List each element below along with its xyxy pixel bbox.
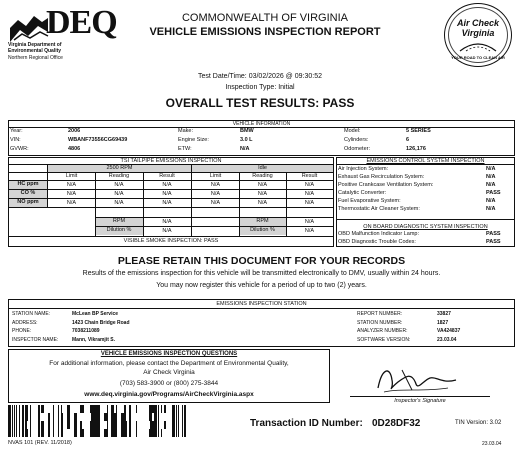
report-title [120, 12, 410, 39]
hc-reading-2500: N/A [114, 182, 124, 188]
transaction-id-value: 0D28DF32 [372, 418, 421, 429]
no-result-idle: N/A [304, 200, 315, 206]
row-label-hc: HC ppm [9, 181, 47, 189]
vehicle-info-title: VEHICLE INFORMATION [232, 121, 291, 127]
year-value: 2006 [68, 128, 81, 134]
vehicle-gvwr [10, 146, 81, 153]
col-limit-1: Limit [65, 173, 78, 179]
questions-phone: (703) 583-3900 or (800) 275-3844 [119, 380, 219, 387]
vin-value: WBANF73556CG69439 [68, 137, 128, 143]
seal-bottom-text: YOUR ROAD TO CLEAN AIR [451, 55, 505, 60]
dilution-value-2500: N/A [162, 228, 172, 234]
cylinders-value: 6 [406, 137, 410, 143]
model-value: 5 SERIES [406, 128, 431, 134]
retain-line2: You may now register this vehicle for a period of up to two (2) years. [156, 282, 367, 289]
ecs-item-air-injection: Air Injection System: N/A [338, 166, 496, 172]
questions-line2: Air Check Virginia [143, 369, 195, 376]
rpm-label-2500: RPM [95, 218, 143, 226]
barcode [8, 405, 188, 437]
overall-result: OVERALL TEST RESULTS: PASS [165, 96, 355, 110]
hc-reading-idle: N/A [257, 182, 268, 188]
tsi-title: TSI TAILPIPE EMISSIONS INSPECTION [120, 158, 222, 164]
make-label: Make: [178, 128, 193, 134]
station-phone-row: PHONE: 7038211089 [12, 328, 100, 334]
inspector-signature [372, 362, 462, 396]
etw-label: ETW: [178, 146, 192, 152]
row-label-co: CO % [9, 190, 47, 198]
report-number-row: REPORT NUMBER: 33827 [357, 311, 451, 317]
station-address-row: ADDRESS: 1423 Chain Bridge Road [12, 319, 130, 326]
idle-header: Idle [192, 165, 333, 172]
no-limit-idle: N/A [210, 200, 221, 206]
vehicle-year [10, 128, 81, 135]
no-result-2500: N/A [162, 200, 172, 206]
station-number-row: STATION NUMBER: 1827 [357, 319, 449, 326]
test-datetime: Test Date/Time: 03/02/2026 @ 09:30:52 [198, 73, 322, 80]
form-number: NVAS 101 (REV. 11/2018) [8, 440, 72, 446]
title-line1: COMMONWEALTH OF VIRGINIA [181, 12, 349, 24]
title-line2: VEHICLE EMISSIONS INSPECTION REPORT [149, 26, 381, 38]
ecs-item-egr: Exhaust Gas Recirculation System: N/A [338, 174, 496, 180]
co-reading-2500: N/A [114, 191, 124, 197]
rpm-label-idle: RPM [239, 218, 286, 226]
etw-value: N/A [240, 146, 250, 152]
col-result-1: Result [159, 173, 175, 179]
hc-result-2500: N/A [162, 182, 172, 188]
station-left [12, 311, 212, 345]
deq-logo [8, 6, 120, 62]
air-check-seal [444, 3, 514, 71]
retain-headline: PLEASE RETAIN THIS DOCUMENT FOR YOUR RECORDS [117, 255, 406, 267]
road-icon [458, 39, 498, 53]
ecs-item-fuel-evap: Fuel Evaporative System: N/A [338, 198, 496, 204]
deq-logo-text: DEQ [46, 4, 117, 41]
station-right [357, 311, 507, 345]
tin-version: TIN Version: 3.02 [455, 420, 502, 426]
no-reading-idle: N/A [257, 200, 268, 206]
obd-title: ON BOARD DIAGNOSTIC SYSTEM INSPECTION [363, 224, 488, 230]
dilution-label-idle: Dilution % [239, 227, 286, 235]
dilution-label-2500: Dilution % [95, 227, 143, 235]
seal-top-text: Air Check [456, 18, 500, 28]
hc-limit-2500: N/A [66, 182, 77, 188]
vehicle-engine [178, 137, 253, 144]
rpm-value-idle: N/A [304, 219, 315, 225]
ecs-item-thermostatic: Thermostatic Air Cleaner System: N/A [338, 206, 496, 212]
rpm-value-2500: N/A [162, 219, 172, 225]
cylinders-label: Cylinders: [344, 137, 369, 143]
deq-logo-mark-icon [8, 6, 50, 46]
ecs-title: EMISSIONS CONTROL SYSTEM INSPECTION [366, 158, 485, 164]
co-reading-idle: N/A [257, 191, 268, 197]
questions-line1: For additional information, please contact the Department of Environmental Quality, [49, 360, 289, 367]
year-label: Year: [10, 128, 23, 134]
odometer-value: 126,176 [406, 146, 426, 152]
regional-office: Northern Regional Office [8, 55, 63, 61]
ecs-item-catalytic: Catalytic Converter: PASS [338, 190, 501, 196]
ecs-list [338, 166, 513, 214]
make-value: BMW [240, 128, 254, 134]
engine-label: Engine Size: [178, 137, 209, 143]
station-title: EMISSIONS INSPECTION STATION [216, 301, 307, 307]
ecs-item-pcv: Positive Crankcase Ventilation System: N/A [338, 182, 496, 188]
seal-middle-text: Virginia [461, 28, 495, 38]
retain-line1: Results of the emissions inspection for this vehicle will be transmitted electronically to DMV, usually within 24 hours. [82, 270, 441, 277]
col-limit-2: Limit [209, 173, 222, 179]
model-label: Model: [344, 128, 361, 134]
obd-item-mil: OBD Malfunction Indicator Lamp: PASS [338, 231, 501, 237]
odometer-label: Odometer: [344, 146, 370, 152]
hc-limit-idle: N/A [210, 182, 221, 188]
gvwr-value: 4806 [68, 146, 81, 152]
no-limit-2500: N/A [66, 200, 77, 206]
rpm-2500-header: 2500 RPM [48, 165, 191, 172]
visible-smoke-result: VISIBLE SMOKE INSPECTION: PASS [123, 238, 219, 244]
co-limit-2500: N/A [66, 191, 77, 197]
col-result-2: Result [301, 173, 318, 179]
vehicle-odometer [344, 146, 426, 153]
no-reading-2500: N/A [114, 200, 124, 206]
hc-result-idle: N/A [304, 182, 315, 188]
vin-label: VIN: [10, 137, 21, 143]
co-result-idle: N/A [304, 191, 315, 197]
gvwr-label: GVWR: [10, 146, 29, 152]
agency-line1: Virginia Department of [8, 42, 62, 48]
vehicle-model [344, 128, 431, 135]
transaction-id-label: Transaction ID Number: [250, 418, 363, 429]
vehicle-make [178, 128, 254, 135]
dilution-value-idle: N/A [304, 228, 315, 234]
co-result-2500: N/A [162, 191, 172, 197]
vehicle-etw [178, 146, 250, 153]
software-version-row: SOFTWARE VERSION: 23.03.04 [357, 336, 457, 343]
vehicle-vin [10, 137, 128, 144]
co-limit-idle: N/A [210, 191, 221, 197]
questions-title: VEHICLE EMISSIONS INSPECTION QUESTIONS [100, 351, 238, 357]
footer-version: 23.03.04 [482, 441, 502, 447]
engine-value: 3.0 L [240, 137, 253, 143]
vehicle-cylinders [344, 137, 410, 144]
signature-caption: Inspector's Signature [394, 398, 446, 404]
agency-line2: Environmental Quality [8, 48, 62, 54]
pdf417-barcode [8, 405, 188, 437]
analyzer-number-row: ANALYZER NUMBER: VA424837 [357, 328, 461, 334]
col-reading-1: Reading [108, 173, 130, 179]
inspection-type: Inspection Type: Initial [225, 84, 295, 91]
obd-item-dtc: OBD Diagnostic Trouble Codes: PASS [338, 239, 501, 245]
row-label-no: NO ppm [9, 199, 47, 207]
obd-list [338, 231, 513, 247]
station-name-row: STATION NAME: McLean BP Service [12, 311, 119, 317]
questions-url[interactable]: www.deq.virginia.gov/Programs/AirCheckVirginia.aspx [84, 391, 254, 398]
inspector-name-row: INSPECTOR NAME: Mann, Vikramjit S. [12, 336, 115, 343]
col-reading-2: Reading [252, 173, 273, 179]
